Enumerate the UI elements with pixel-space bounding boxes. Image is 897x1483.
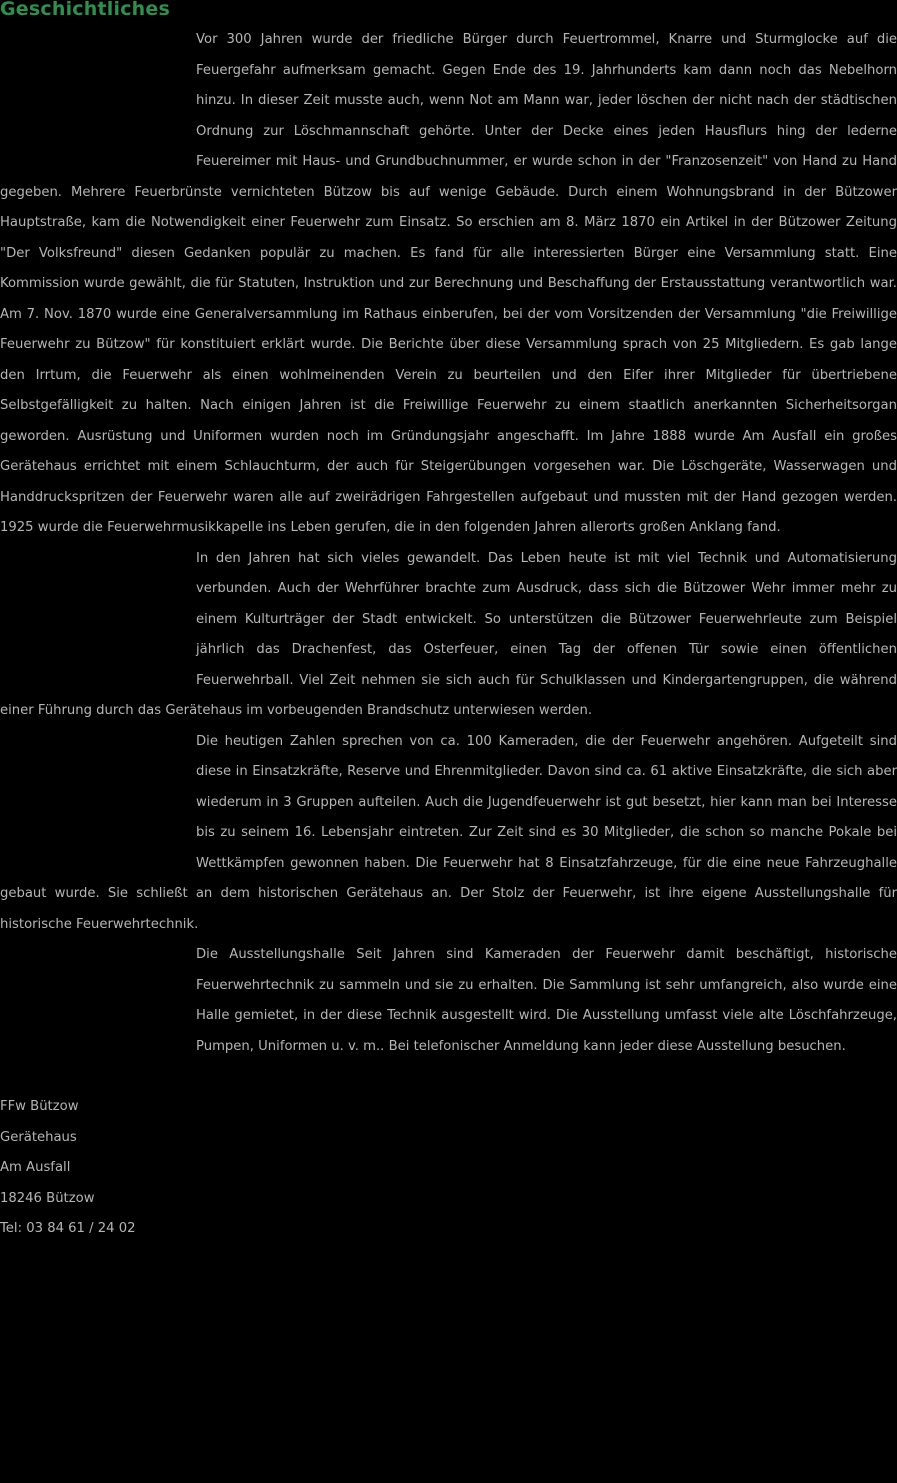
- text-wrap-spacer: [0, 25, 196, 177]
- section-history-3: [0, 727, 897, 941]
- text-wrap-spacer: [0, 544, 196, 696]
- contact-line-city: 18246 Bützow: [0, 1190, 95, 1206]
- contact-line-street: Am Ausfall: [0, 1160, 71, 1175]
- contact-line-organization: FFw Bützow: [0, 1099, 79, 1114]
- text-wrap-spacer: [0, 940, 196, 1092]
- paragraph-history-1: Vor 300 Jahren wurde der friedliche Bürger durch Feuertrommel, Knarre und Sturmglocke auf die Feuergefahr aufmerksam gemacht. Gegen Ende des 19. Jahrhunderts kam dann noch das Nebelhorn hinzu. In dieser Zeit musste auch, wenn Not am Mann war, jeder löschen der nicht nach der städtischen Ordnung zur Löschmannschaft gehörte. Unter der Decke eines jeden Hausflurs hing der lederne Feuereimer mit Haus- und Grundbuchnummer, er wurde schon in der "Franzosenzeit" von Hand zu Hand gegeben. Mehrere Feuerbrünste vernichteten Bützow bis auf wenige Gebäude. Durch einem Wohnungsbrand in der Bützower Hauptstraße, kam die Notwendigkeit einer Feuerwehr zum Einsatz. So erschien am 8. März 1870 ein Artikel in der Bützower Zeitung "Der Volksfreund" diesen Gedanken populär zu machen. Es fand für alle interessierten Bürger eine Versammlung statt. Eine Kommission wurde gewählt, die für Statuten, Instruktion und zur Berechnung und Beschaffung der Erstausstattung verantwortlich war. Am 7. Nov. 1870 wurde eine Generalversammlung im Rathaus einberufen, bei der vom Vorsitzenden der Versammlung "die Freiwillige Feuerwehr zu Bützow" für konstituiert erklärt wurde. Die Berichte über diese Versammlung sprach von 25 Mitgliedern. Es gab lange den Irrtum, die Feuerwehr als einen wohlmeinenden Verein zu beurteilen und den Eifer ihrer Mitglieder für übertriebene Selbstgefälligkeit zu halten. Nach einigen Jahren ist die Freiwillige Feuerwehr zu einem staatlich anerkannten Sicherheitsorgan geworden. Ausrüstung und Uniformen wurden noch im Gründungsjahr angeschafft. Im Jahre 1888 wurde Am Ausfall ein großes Gerätehaus errichtet mit einem Schlauchturm, der auch für Steigerübungen vorgesehen war. Die Löschgeräte, Wasserwagen und Handdruckspritzen der Feuerwehr waren alle auf zweirädrigen Fahrgestellen aufgebaut und mussten mit der Hand gezogen werden. 1925 wurde die Feuerwehrmusikkapelle ins Leben gerufen, die in den folgenden Jahren allerorts großen Anklang fand.: [0, 32, 897, 535]
- paragraph-history-3: Die heutigen Zahlen sprechen von ca. 100 Kameraden, die der Feuerwehr angehören. Aufgeteilt sind diese in Einsatzkräfte, Reserve und Ehrenmitglieder. Davon sind ca. 61 aktive Einsatzkräfte, die sich aber wiederum in 3 Gruppen aufteilen. Auch die Jugendfeuerwehr ist gut besetzt, hier kann man bei Interesse bis zu seinem 16. Lebensjahr eintreten. Zur Zeit sind es 30 Mitglieder, die schon so manche Pokale bei Wettkämpfen gewonnen haben. Die Feuerwehr hat 8 Einsatzfahrzeuge, für die eine neue Fahrzeughalle gebaut wurde. Sie schließt an dem historischen Gerätehaus an. Der Stolz der Feuerwehr, ist ihre eigene Ausstellungshalle für historische Feuerwehrtechnik.: [0, 733, 897, 932]
- section-history-4: [0, 940, 897, 1092]
- page-title: Geschichtliches: [0, 0, 170, 20]
- section-history-2: [0, 544, 897, 727]
- contact-line-phone: Tel: 03 84 61 / 24 02: [0, 1221, 136, 1236]
- text-wrap-spacer: [0, 727, 196, 879]
- paragraph-history-2: In den Jahren hat sich vieles gewandelt. Das Leben heute ist mit viel Technik und Automatisierung verbunden. Auch der Wehrführer brachte zum Ausdruck, dass sich die Bützower Wehr immer mehr zu einem Kulturträger der Stadt entwickelt. So unterstützen die Bützower Feuerwehrleute zum Beispiel jährlich das Drachenfest, das Osterfeuer, einen Tag der offenen Tür sowie einen öffentlichen Feuerwehrball. Viel Zeit nehmen sie sich auch für Schulklassen und Kindergartengruppen, die während einer Führung durch das Gerätehaus im vorbeugenden Brandschutz unterwiesen werden.: [0, 550, 897, 718]
- contact-block: [0, 1092, 897, 1245]
- section-history-1: [0, 25, 897, 544]
- paragraph-history-4: Die Ausstellungshalle Seit Jahren sind Kameraden der Feuerwehr damit beschäftigt, historische Feuerwehrtechnik zu sammeln und sie zu erhalten. Die Sammlung ist sehr umfangreich, also wurde eine Halle gemietet, in der diese Technik ausgestellt wird. Die Ausstellung umfasst viele alte Löschfahrzeuge, Pumpen, Uniformen u. v. m.. Bei telefonischer Anmeldung kann jeder diese Ausstellung besuchen.: [196, 947, 897, 1054]
- contact-line-building: Gerätehaus: [0, 1129, 77, 1145]
